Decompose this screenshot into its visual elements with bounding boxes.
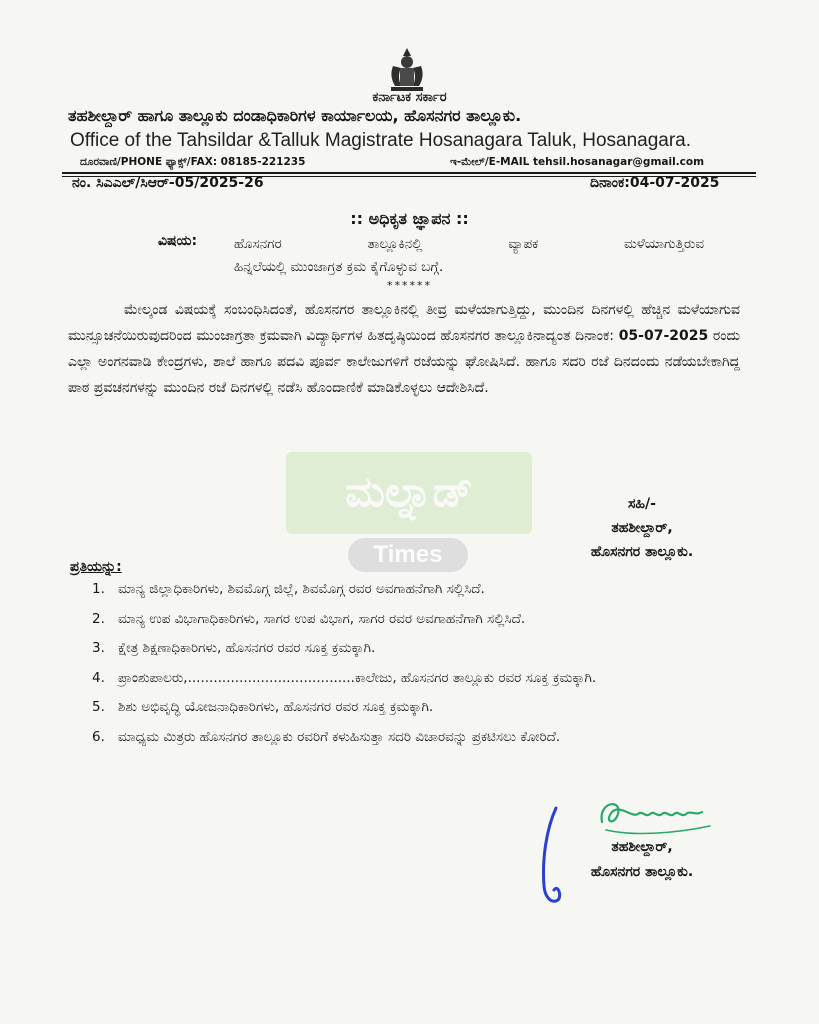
office-name-kannada: ತಹಶೀಲ್ದಾರ್ ಹಾಗೂ ತಾಲ್ಲೂಕು ದಂಡಾಧಿಕಾರಿಗಳ ಕಾರ್ಯಾಲಯ, ಹೊಸನಗರ ತಾಲ್ಲೂಕು. <box>68 106 522 125</box>
signatory-office: ಹೊಸನಗರ ತಾಲ್ಲೂಕು. <box>590 544 694 560</box>
subject-text <box>234 233 704 279</box>
memo-title: :: ಅಧಿಕೃತ ಜ್ಞಾಪನ :: <box>350 209 469 228</box>
list-item <box>92 578 740 601</box>
copies-heading: ಪ್ರತಿಯನ್ನು: <box>70 559 122 575</box>
item-text: ಮಾಧ್ಯಮ ಮಿತ್ರರು ಹೊಸನಗರ ತಾಲ್ಲೂಕು ರವರಿಗೆ ಕಳುಹಿಸುತ್ತಾ ಸದರಿ ವಿಚಾರವನ್ನು ಪ್ರಕಟಿಸಲು ಕೋರಿದೆ. <box>118 728 561 745</box>
date-value: 04-07-2025 <box>629 175 720 191</box>
email-address: ಇ-ಮೇಲ್/E-MAIL tehsil.hosanagar@gmail.com <box>450 156 705 168</box>
signatory-title: ತಹಶೀಲ್ದಾರ್, <box>611 520 673 536</box>
subject-label: ವಿಷಯ: <box>158 233 198 249</box>
item-number: 3. <box>92 640 105 656</box>
list-item <box>92 726 740 749</box>
holiday-date: 05-07-2025 <box>618 328 709 344</box>
memo-body <box>68 297 740 401</box>
government-name: ಕರ್ನಾಟಕ ಸರ್ಕಾರ <box>372 90 447 105</box>
copies-list <box>92 578 740 755</box>
list-item <box>92 667 740 690</box>
phone-fax: ದೂರವಾಣಿ/PHONE ಫ್ಯಾಕ್ಸ್/FAX: 08185-221235 <box>80 156 306 168</box>
item-text: ಪ್ರಾಂಶುಪಾಲರು,.......................................ಕಾಲೇಜು, ಹೊಸನಗರ ತಾಲ್ಲೂಕು ರವರ ಸೂಕ್ತ ಕ್ರಮಕ್ಕಾಗಿ. <box>118 669 597 686</box>
watermark-times: Times <box>348 538 468 572</box>
list-item <box>92 696 740 719</box>
body-text-2: ರಂದು ಎಲ್ಲಾ ಅಂಗನವಾಡಿ ಕೇಂದ್ರಗಳು, ಶಾಲೆ ಹಾಗೂ ಪದವಿ ಪೂರ್ವ ಕಾಲೇಜುಗಳಿಗೆ ರಜೆಯನ್ನು ಘೋಷಿಸಿದೆ. ಹಾಗೂ ಸದರಿ ರಜೆ ದಿನದಂದು ನಡೆಯಬೇಕಾಗಿದ್ದ ಪಾಠ ಪ್ರವಚನಗಳನ್ನು ಮುಂದಿನ ರಜೆ ದಿನಗಳಲ್ಲಿ ನಡೆಸಿ ಹೊಂದಾಣಿಕೆ ಮಾಡಿಕೊಳ್ಳಲು ಆದೇಶಿಸಿದೆ. <box>68 328 741 396</box>
item-number: 5. <box>92 699 105 715</box>
watermark-brand: ಮಲ್ನಾಡ್ <box>286 452 532 534</box>
item-text: ಶಿಶು ಅಭಿವೃದ್ಧಿ ಯೋಜನಾಧಿಕಾರಿಗಳು, ಹೊಸನಗರ ರವರ ಸೂಕ್ತ ಕ್ರಮಕ್ಕಾಗಿ. <box>118 699 434 715</box>
separator-stars: ****** <box>387 279 432 292</box>
item-number: 2. <box>92 610 105 627</box>
memo-date <box>590 175 719 191</box>
signatory-office: ಹೊಸನಗರ ತಾಲ್ಲೂಕು. <box>590 864 694 880</box>
watermark <box>286 452 532 574</box>
subject-line-1: ಹೊಸನಗರ ತಾಲ್ಲೂಕಿನಲ್ಲಿ ವ್ಯಾಪಕ ಮಳೆಯಾಗುತ್ತಿರುವ <box>234 236 704 252</box>
item-text: ಮಾನ್ಯ ಉಪ ವಿಭಾಗಾಧಿಕಾರಿಗಳು, ಸಾಗರ ಉಪ ವಿಭಾಗ, ಸಾಗರ ರವರ ಅವಗಾಹನೆಗಾಗಿ ಸಲ್ಲಿಸಿದೆ. <box>118 610 526 627</box>
list-item <box>92 608 740 631</box>
state-emblem-icon <box>381 42 433 94</box>
signature-block-top <box>552 492 732 564</box>
body-text-1: ಮೇಲ್ಕಂಡ ವಿಷಯಕ್ಕೆ ಸಂಬಂಧಿಸಿದಂತೆ, ಹೊಸನಗರ ತಾಲ್ಲೂಕಿನಲ್ಲಿ ತೀವ್ರ ಮಳೆಯಾಗುತ್ತಿದ್ದು, ಮುಂದಿನ ದಿನಗಳಲ್ಲಿ ಹೆಚ್ಚಿನ ಮಳೆಯಾಗುವ ಮುನ್ಸೂಚನೆಯಿರುವುದರಿಂದ ಮುಂಜಾಗ್ರತಾ ಕ್ರಮವಾಗಿ ವಿದ್ಯಾರ್ಥಿಗಳ ಹಿತದೃಷ್ಠಿಯಿಂದ ಹೊಸನಗರ ತಾಲ್ಲೂಕಿನಾದ್ಯಂತ ದಿನಾಂಕ: <box>68 302 740 344</box>
reference-number: ನಂ. ಸಿಎಎಲ್/ಸಿಆರ್-05/2025-26 <box>72 175 264 191</box>
signature-block-bottom <box>552 835 732 885</box>
office-name-english: Office of the Tahsildar &Talluk Magistrate Hosanagara Taluk, Hosanagara. <box>70 130 692 151</box>
item-number: 4. <box>92 669 105 686</box>
date-label: ದಿನಾಂಕ: <box>590 175 630 191</box>
item-text: ಮಾನ್ಯ ಜಿಲ್ಲಾಧಿಕಾರಿಗಳು, ಶಿವಮೊಗ್ಗ ಜಿಲ್ಲೆ, ಶಿವಮೊಗ್ಗ ರವರ ಅವಗಾಹನೆಗಾಗಿ ಸಲ್ಲಿಸಿದೆ. <box>118 581 485 597</box>
signed-mark: ಸಹಿ/- <box>628 496 656 512</box>
subject-line-2: ಹಿನ್ನಲೆಯಲ್ಲಿ ಮುಂಜಾಗ್ರತ ಕ್ರಮ ಕೈಗೊಳ್ಳುವ ಬಗ್ಗೆ. <box>234 259 444 275</box>
item-number: 1. <box>92 581 105 597</box>
list-item <box>92 637 740 660</box>
item-number: 6. <box>92 728 105 745</box>
signatory-title: ತಹಶೀಲ್ದಾರ್, <box>611 839 673 855</box>
header-divider <box>62 172 756 174</box>
item-text: ಕ್ಷೇತ್ರ ಶಿಕ್ಷಣಾಧಿಕಾರಿಗಳು, ಹೊಸನಗರ ರವರ ಸೂಕ್ತ ಕ್ರಮಕ್ಕಾಗಿ. <box>118 640 376 656</box>
